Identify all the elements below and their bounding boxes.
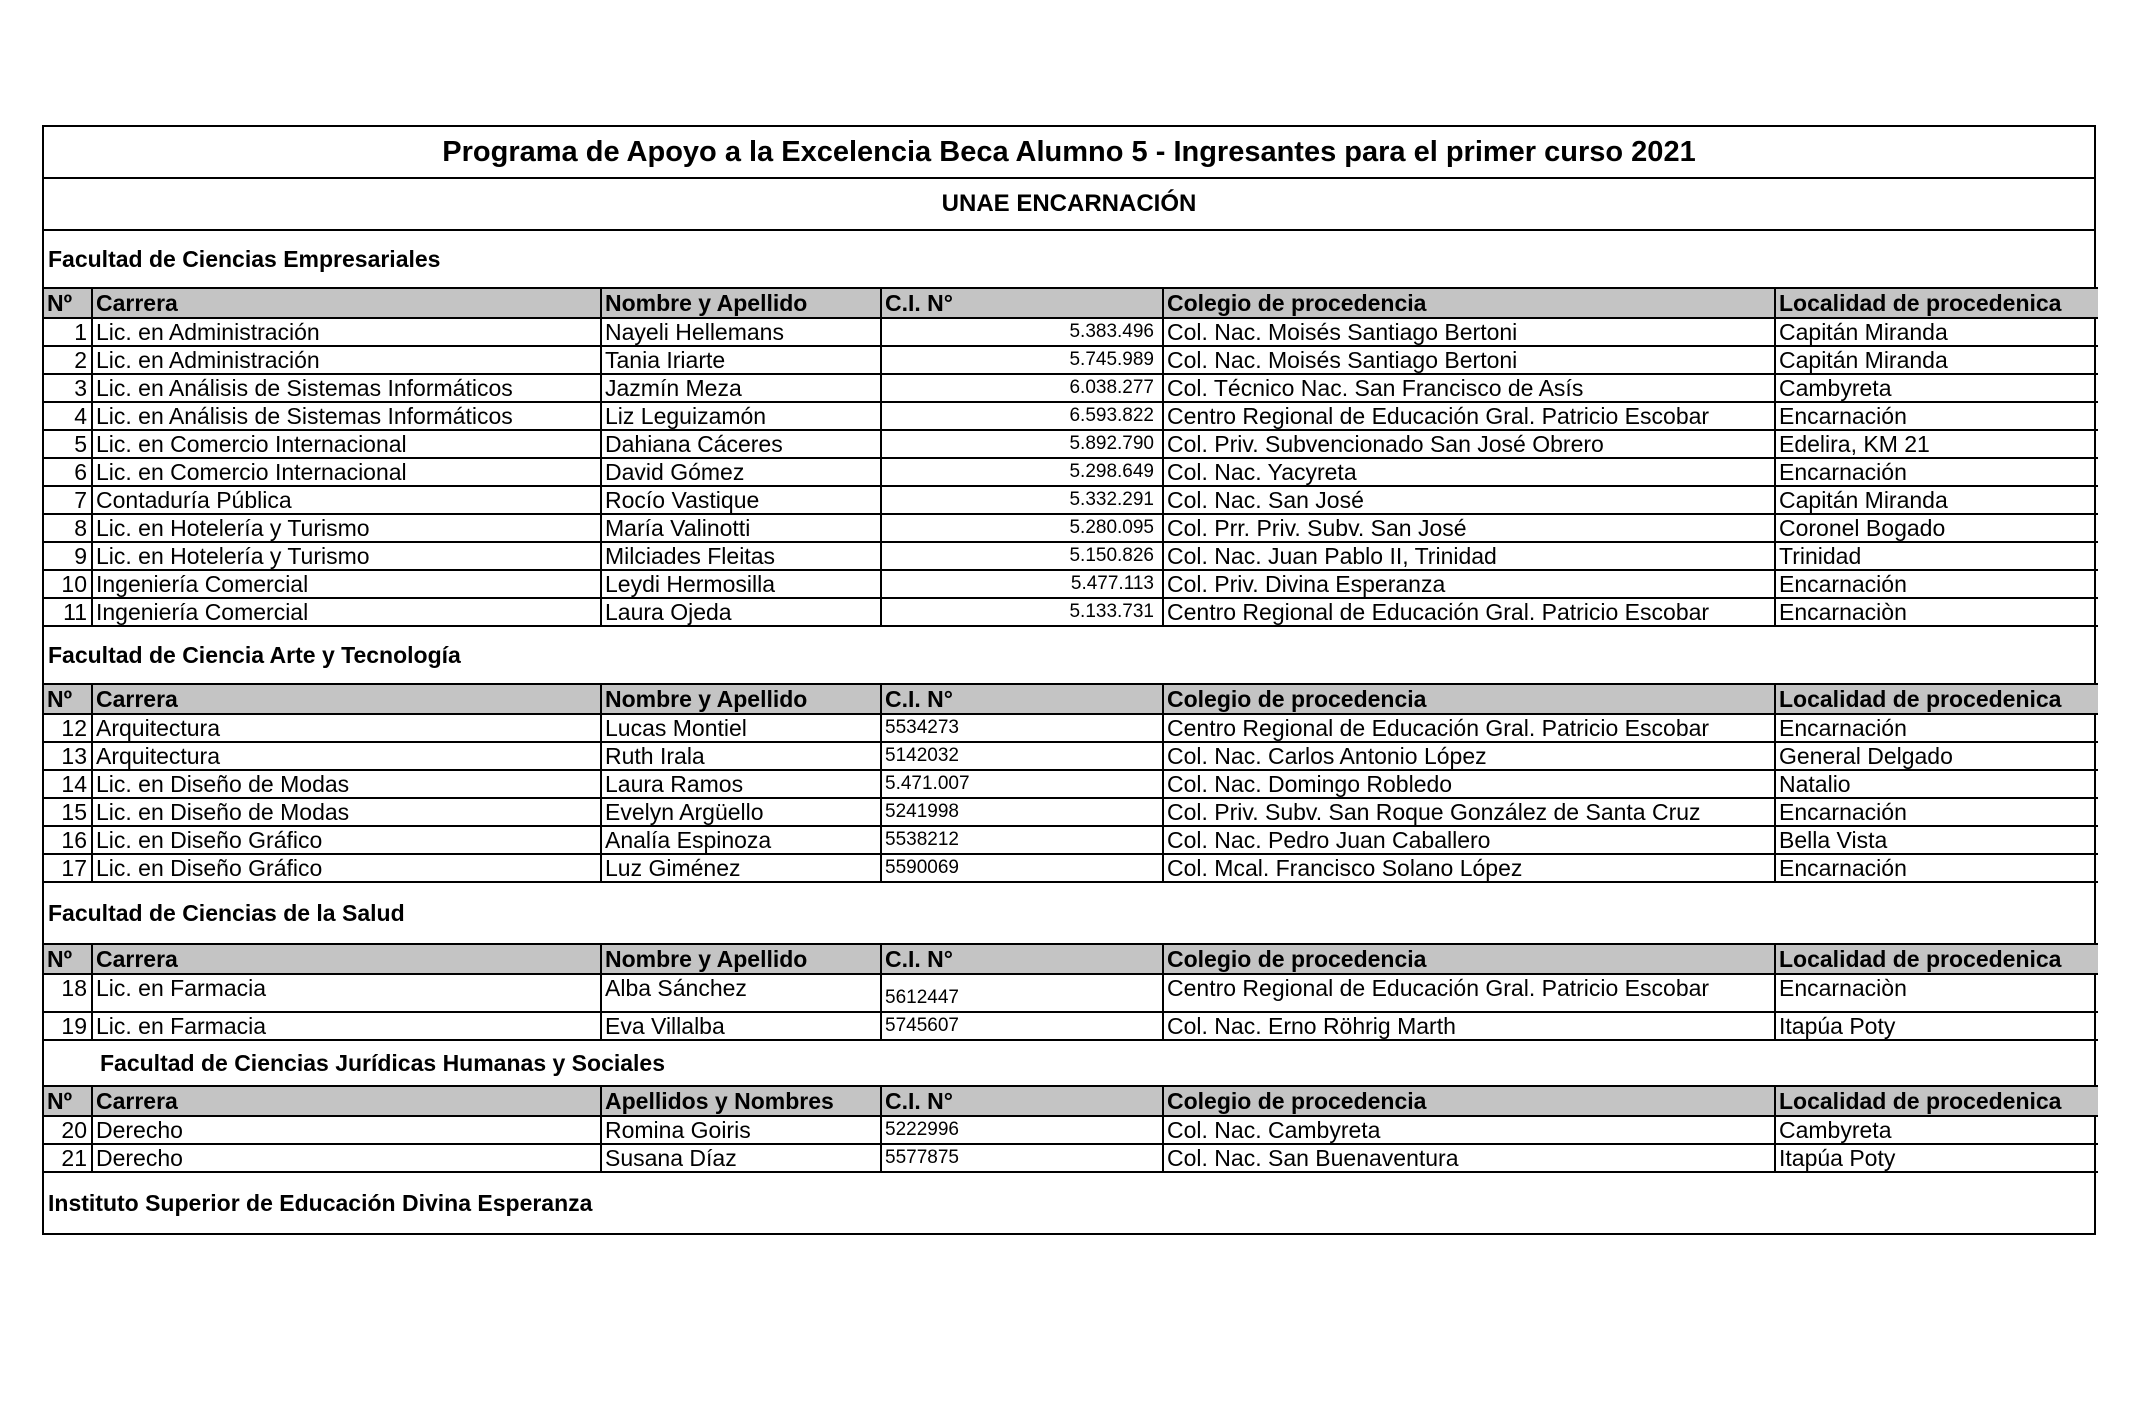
row-number: 18 (44, 974, 92, 1012)
column-header: Carrera (92, 1086, 601, 1116)
colegio-cell: Col. Priv. Divina Esperanza (1163, 570, 1775, 598)
carrera-cell: Lic. en Comercio Internacional (92, 458, 601, 486)
nombre-cell: David Gómez (601, 458, 881, 486)
colegio-cell: Centro Regional de Educación Gral. Patricio Escobar (1163, 714, 1775, 742)
column-header: Localidad de procedenica (1775, 684, 2098, 714)
nombre-cell: Liz Leguizamón (601, 402, 881, 430)
row-number: 13 (44, 742, 92, 770)
colegio-cell: Col. Técnico Nac. San Francisco de Asís (1163, 374, 1775, 402)
colegio-cell: Col. Priv. Subvencionado San José Obrero (1163, 430, 1775, 458)
ci-cell: 5.383.496 (881, 318, 1163, 346)
nombre-cell: Evelyn Argüello (601, 798, 881, 826)
column-header: Apellidos y Nombres (601, 1086, 881, 1116)
ci-cell: 5538212 (881, 826, 1163, 854)
carrera-cell: Lic. en Diseño Gráfico (92, 854, 601, 882)
colegio-cell: Col. Nac. Cambyreta (1163, 1116, 1775, 1144)
row-number: 8 (44, 514, 92, 542)
colegio-cell: Col. Nac. San Buenaventura (1163, 1144, 1775, 1172)
nombre-cell: Luz Giménez (601, 854, 881, 882)
localidad-cell: Cambyreta (1775, 1116, 2098, 1144)
faculty-heading: Facultad de Ciencias Jurídicas Humanas y Sociales (100, 1049, 666, 1076)
carrera-cell: Derecho (92, 1116, 601, 1144)
ci-cell: 5577875 (881, 1144, 1163, 1172)
row-number: 5 (44, 430, 92, 458)
carrera-cell: Arquitectura (92, 742, 601, 770)
nombre-cell: Eva Villalba (601, 1012, 881, 1040)
localidad-cell: Capitán Miranda (1775, 486, 2098, 514)
localidad-cell: Encarnación (1775, 570, 2098, 598)
carrera-cell: Contaduría Pública (92, 486, 601, 514)
carrera-cell: Derecho (92, 1144, 601, 1172)
table-row (44, 570, 2098, 598)
row-number: 14 (44, 770, 92, 798)
localidad-cell: General Delgado (1775, 742, 2098, 770)
nombre-cell: Dahiana Cáceres (601, 430, 881, 458)
nombre-cell: Nayeli Hellemans (601, 318, 881, 346)
row-number: 16 (44, 826, 92, 854)
column-header: Carrera (92, 684, 601, 714)
colegio-cell: Col. Nac. San José (1163, 486, 1775, 514)
localidad-cell: Itapúa Poty (1775, 1144, 2098, 1172)
ci-cell: 5745607 (881, 1012, 1163, 1040)
localidad-cell: Encarnación (1775, 714, 2098, 742)
ci-cell: 5612447 (881, 974, 1163, 1012)
row-number: 12 (44, 714, 92, 742)
institute-heading: Instituto Superior de Educación Divina Esperanza (48, 1189, 593, 1216)
column-header: Carrera (92, 944, 601, 974)
table-row (44, 1144, 2098, 1172)
table-row (44, 486, 2098, 514)
document-title: Programa de Apoyo a la Excelencia Beca Alumno 5 - Ingresantes para el primer curso 2021 (44, 127, 2094, 179)
column-header: Nº (44, 684, 92, 714)
carrera-cell: Lic. en Análisis de Sistemas Informáticos (92, 374, 601, 402)
carrera-cell: Ingeniería Comercial (92, 570, 601, 598)
ci-cell: 6.038.277 (881, 374, 1163, 402)
colegio-cell: Centro Regional de Educación Gral. Patricio Escobar (1163, 402, 1775, 430)
students-table (44, 287, 2098, 627)
scholarship-sheet (42, 125, 2096, 1235)
column-header: Colegio de procedencia (1163, 684, 1775, 714)
column-header: Colegio de procedencia (1163, 944, 1775, 974)
colegio-cell: Col. Nac. Pedro Juan Caballero (1163, 826, 1775, 854)
ci-cell: 5.892.790 (881, 430, 1163, 458)
table-header-row (44, 1086, 2098, 1116)
localidad-cell: Encarnaciòn (1775, 598, 2098, 626)
nombre-cell: Analía Espinoza (601, 826, 881, 854)
table-row (44, 458, 2098, 486)
column-header: Nombre y Apellido (601, 944, 881, 974)
carrera-cell: Lic. en Análisis de Sistemas Informáticos (92, 402, 601, 430)
column-header: Localidad de procedenica (1775, 944, 2098, 974)
table-row (44, 514, 2098, 542)
table-row (44, 318, 2098, 346)
column-header: Nombre y Apellido (601, 288, 881, 318)
localidad-cell: Encarnación (1775, 402, 2098, 430)
ci-cell: 5241998 (881, 798, 1163, 826)
table-row (44, 374, 2098, 402)
row-number: 21 (44, 1144, 92, 1172)
nombre-cell: Laura Ojeda (601, 598, 881, 626)
table-row (44, 542, 2098, 570)
colegio-cell: Col. Priv. Subv. San Roque González de Santa Cruz (1163, 798, 1775, 826)
nombre-cell: Milciades Fleitas (601, 542, 881, 570)
localidad-cell: Cambyreta (1775, 374, 2098, 402)
students-table (44, 683, 2098, 883)
localidad-cell: Edelira, KM 21 (1775, 430, 2098, 458)
localidad-cell: Capitán Miranda (1775, 346, 2098, 374)
table-row (44, 1012, 2098, 1040)
colegio-cell: Col. Nac. Carlos Antonio López (1163, 742, 1775, 770)
table-row (44, 742, 2098, 770)
nombre-cell: Ruth Irala (601, 742, 881, 770)
table-row (44, 598, 2098, 626)
colegio-cell: Centro Regional de Educación Gral. Patricio Escobar (1163, 974, 1775, 1012)
ci-cell: 5142032 (881, 742, 1163, 770)
nombre-cell: María Valinotti (601, 514, 881, 542)
row-number: 15 (44, 798, 92, 826)
table-row (44, 826, 2098, 854)
row-number: 6 (44, 458, 92, 486)
carrera-cell: Lic. en Diseño Gráfico (92, 826, 601, 854)
nombre-cell: Laura Ramos (601, 770, 881, 798)
table-row (44, 1116, 2098, 1144)
carrera-cell: Lic. en Administración (92, 318, 601, 346)
ci-cell: 5.745.989 (881, 346, 1163, 374)
nombre-cell: Romina Goiris (601, 1116, 881, 1144)
column-header: Localidad de procedenica (1775, 1086, 2098, 1116)
column-header: C.I. N° (881, 288, 1163, 318)
localidad-cell: Bella Vista (1775, 826, 2098, 854)
ci-cell: 5.280.095 (881, 514, 1163, 542)
carrera-cell: Lic. en Hotelería y Turismo (92, 542, 601, 570)
colegio-cell: Col. Prr. Priv. Subv. San José (1163, 514, 1775, 542)
faculty-heading: Facultad de Ciencias de la Salud (48, 899, 405, 926)
column-header: Nº (44, 1086, 92, 1116)
table-header-row (44, 684, 2098, 714)
carrera-cell: Lic. en Farmacia (92, 974, 601, 1012)
ci-cell: 5590069 (881, 854, 1163, 882)
carrera-cell: Lic. en Diseño de Modas (92, 770, 601, 798)
students-table (44, 943, 2098, 1041)
column-header: C.I. N° (881, 1086, 1163, 1116)
nombre-cell: Leydi Hermosilla (601, 570, 881, 598)
table-header-row (44, 944, 2098, 974)
carrera-cell: Lic. en Hotelería y Turismo (92, 514, 601, 542)
nombre-cell: Alba Sánchez (601, 974, 881, 1012)
row-number: 4 (44, 402, 92, 430)
row-number: 2 (44, 346, 92, 374)
nombre-cell: Rocío Vastique (601, 486, 881, 514)
ci-cell: 5.150.826 (881, 542, 1163, 570)
carrera-cell: Lic. en Administración (92, 346, 601, 374)
column-header: Colegio de procedencia (1163, 288, 1775, 318)
ci-cell: 5.298.649 (881, 458, 1163, 486)
colegio-cell: Col. Nac. Erno Röhrig Marth (1163, 1012, 1775, 1040)
localidad-cell: Trinidad (1775, 542, 2098, 570)
carrera-cell: Arquitectura (92, 714, 601, 742)
row-number: 1 (44, 318, 92, 346)
localidad-cell: Coronel Bogado (1775, 514, 2098, 542)
nombre-cell: Jazmín Meza (601, 374, 881, 402)
ci-cell: 5534273 (881, 714, 1163, 742)
colegio-cell: Centro Regional de Educación Gral. Patricio Escobar (1163, 598, 1775, 626)
row-number: 17 (44, 854, 92, 882)
table-header-row (44, 288, 2098, 318)
faculty-heading: Facultad de Ciencias Empresariales (48, 245, 441, 272)
colegio-cell: Col. Nac. Moisés Santiago Bertoni (1163, 318, 1775, 346)
carrera-cell: Lic. en Diseño de Modas (92, 798, 601, 826)
colegio-cell: Col. Mcal. Francisco Solano López (1163, 854, 1775, 882)
row-number: 11 (44, 598, 92, 626)
column-header: Nº (44, 288, 92, 318)
table-row (44, 798, 2098, 826)
column-header: Colegio de procedencia (1163, 1086, 1775, 1116)
column-header: Carrera (92, 288, 601, 318)
faculty-heading: Facultad de Ciencia Arte y Tecnología (48, 641, 461, 668)
column-header: C.I. N° (881, 944, 1163, 974)
row-number: 9 (44, 542, 92, 570)
ci-cell: 5222996 (881, 1116, 1163, 1144)
localidad-cell: Capitán Miranda (1775, 318, 2098, 346)
table-row (44, 402, 2098, 430)
ci-cell: 5.332.291 (881, 486, 1163, 514)
carrera-cell: Ingeniería Comercial (92, 598, 601, 626)
row-number: 19 (44, 1012, 92, 1040)
ci-cell: 5.133.731 (881, 598, 1163, 626)
localidad-cell: Itapúa Poty (1775, 1012, 2098, 1040)
colegio-cell: Col. Nac. Moisés Santiago Bertoni (1163, 346, 1775, 374)
row-number: 3 (44, 374, 92, 402)
column-header: Localidad de procedenica (1775, 288, 2098, 318)
ci-cell: 5.477.113 (881, 570, 1163, 598)
table-row (44, 770, 2098, 798)
table-row (44, 346, 2098, 374)
table-row (44, 430, 2098, 458)
nombre-cell: Tania Iriarte (601, 346, 881, 374)
column-header: C.I. N° (881, 684, 1163, 714)
localidad-cell: Encarnación (1775, 854, 2098, 882)
nombre-cell: Lucas Montiel (601, 714, 881, 742)
colegio-cell: Col. Nac. Yacyreta (1163, 458, 1775, 486)
table-row (44, 714, 2098, 742)
row-number: 20 (44, 1116, 92, 1144)
nombre-cell: Susana Díaz (601, 1144, 881, 1172)
document-subtitle: UNAE ENCARNACIÓN (44, 179, 2094, 231)
table-row (44, 854, 2098, 882)
row-number: 10 (44, 570, 92, 598)
ci-cell: 6.593.822 (881, 402, 1163, 430)
localidad-cell: Natalio (1775, 770, 2098, 798)
row-number: 7 (44, 486, 92, 514)
localidad-cell: Encarnaciòn (1775, 974, 2098, 1012)
table-row (44, 974, 2098, 1012)
localidad-cell: Encarnación (1775, 458, 2098, 486)
carrera-cell: Lic. en Farmacia (92, 1012, 601, 1040)
localidad-cell: Encarnación (1775, 798, 2098, 826)
column-header: Nombre y Apellido (601, 684, 881, 714)
students-table (44, 1085, 2098, 1173)
ci-cell: 5.471.007 (881, 770, 1163, 798)
colegio-cell: Col. Nac. Domingo Robledo (1163, 770, 1775, 798)
column-header: Nº (44, 944, 92, 974)
colegio-cell: Col. Nac. Juan Pablo II, Trinidad (1163, 542, 1775, 570)
carrera-cell: Lic. en Comercio Internacional (92, 430, 601, 458)
